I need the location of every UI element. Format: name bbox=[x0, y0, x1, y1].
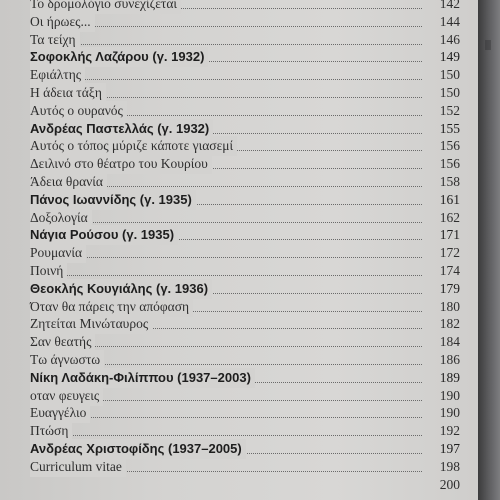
entry-title: Πάνος Ιωαννίδης (γ. 1935) bbox=[30, 190, 196, 210]
entry-title: Όταν θα πάρεις την απόφαση bbox=[30, 297, 193, 317]
entry-page-number: 156 bbox=[439, 156, 460, 172]
entry-title: Θεοκλής Κουγιάλης (γ. 1936) bbox=[30, 279, 212, 299]
entry-title: Τω άγνωστω bbox=[30, 350, 104, 370]
entry-title: Ανδρέας Παστελλάς (γ. 1932) bbox=[30, 119, 213, 139]
entry-page-number: 162 bbox=[439, 209, 460, 225]
entry-page-number: 150 bbox=[439, 67, 460, 83]
entry-page-number: 171 bbox=[439, 227, 460, 243]
entry-page-number: 179 bbox=[439, 280, 460, 296]
entry-title: Η άδεια τάξη bbox=[30, 83, 106, 103]
entry-title: οταν φευγεις bbox=[30, 386, 103, 406]
entry-page-number: 156 bbox=[439, 138, 460, 154]
entry-page-number: 174 bbox=[439, 263, 460, 278]
entry-page-number: 146 bbox=[439, 31, 460, 47]
entry-page-number: 180 bbox=[439, 298, 460, 314]
entry-title: Ποινή bbox=[30, 261, 67, 281]
dot-leader bbox=[30, 275, 422, 276]
entry-page-number: 155 bbox=[439, 120, 460, 136]
toc-entry bbox=[30, 475, 460, 495]
entry-page-number: 198 bbox=[439, 458, 460, 474]
entry-page-number: 192 bbox=[439, 423, 460, 439]
entry-title: Curriculum vitae bbox=[30, 457, 126, 477]
entry-page-number: 150 bbox=[439, 85, 460, 100]
entry-title: Σοφοκλής Λαζάρου (γ. 1932) bbox=[30, 47, 208, 67]
next-page-edge bbox=[485, 40, 491, 50]
entry-title: Ανδρέας Χριστοφίδης (1937–2005) bbox=[30, 439, 246, 459]
entry-title: Εφιάλτης bbox=[30, 65, 85, 85]
entry-title: Τα τείχη bbox=[30, 30, 80, 50]
entry-title: Σαν θεατής bbox=[30, 332, 95, 352]
entry-page-number: 152 bbox=[439, 102, 460, 118]
entry-title: Το δρομολόγιο συνεχίζεται bbox=[30, 0, 181, 14]
entry-title: Δοξολογία bbox=[30, 208, 92, 228]
entry-page-number: 189 bbox=[439, 369, 460, 385]
entry-title: Νίκη Λαδάκη-Φιλίππου (1937–2003) bbox=[30, 368, 255, 388]
entry-page-number: 161 bbox=[439, 191, 460, 207]
entry-title: Νάγια Ρούσου (γ. 1935) bbox=[30, 225, 178, 245]
entry-page-number: 182 bbox=[439, 316, 460, 332]
entry-page-number: 144 bbox=[439, 13, 460, 29]
entry-page-number: 149 bbox=[439, 49, 460, 65]
entry-title: Πτώση bbox=[30, 421, 72, 441]
entry-title: Αυτός ο τόπος μύριζε κάποτε γιασεμί bbox=[30, 136, 237, 156]
entry-title: Οι ήρωες... bbox=[30, 12, 95, 32]
entry-title: Ρουμανία bbox=[30, 243, 86, 263]
dot-leader bbox=[30, 79, 422, 80]
page-gutter bbox=[478, 0, 500, 500]
entry-page-number: 172 bbox=[439, 245, 460, 261]
entry-page-number: 184 bbox=[439, 334, 460, 350]
dot-leader bbox=[30, 435, 422, 436]
entry-page-number: 190 bbox=[439, 387, 460, 403]
entry-title: Δειλινό στο θέατρο του Κουρίου bbox=[30, 154, 212, 174]
entry-title: Ευαγγέλιο bbox=[30, 403, 90, 423]
entry-title: Αυτός ο ουρανός bbox=[30, 101, 127, 121]
entry-page-number: 142 bbox=[439, 0, 460, 11]
dot-leader bbox=[30, 257, 422, 258]
entry-page-number: 190 bbox=[439, 405, 460, 421]
entry-page-number: 200 bbox=[439, 476, 460, 492]
dot-leader bbox=[30, 44, 422, 45]
entry-page-number: 197 bbox=[439, 441, 460, 456]
entry-page-number: 158 bbox=[439, 174, 460, 189]
entry-title: Άδεια θρανία bbox=[30, 172, 107, 192]
entry-page-number: 186 bbox=[439, 352, 460, 367]
entry-title: Ζητείται Μινώταυρος bbox=[30, 314, 152, 334]
